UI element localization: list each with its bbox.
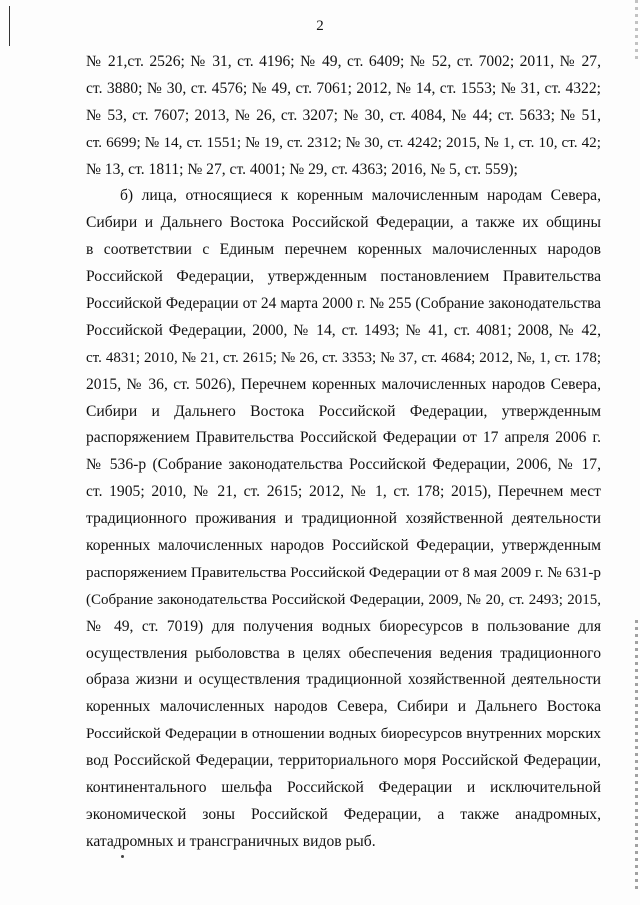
text-line: распоряжением Правительства Российской Федерации от 17 апреля 2006 г.	[86, 429, 601, 447]
text-line: Российской Федерации, утвержденным постановлением Правительства	[86, 268, 601, 286]
text-line: ст. 6699; № 14, ст. 1551; № 19, ст. 2312; № 30, ст. 4242; 2015, № 1, ст. 10, ст. 42;	[86, 133, 601, 151]
text-line: осуществления рыболовства в целях обеспечения ведения традиционного	[86, 644, 601, 662]
text-line: № 49, ст. 7019) для получения водных биоресурсов в пользование для	[86, 617, 601, 635]
text-line: № 21,ст. 2526; № 31, ст. 4196; № 49, ст. 6409; № 52, ст. 7002; 2011, № 27,	[86, 53, 601, 70]
text-line: в соответствии с Единым перечнем коренных малочисленных народов	[86, 241, 601, 259]
text-line: традиционного проживания и традиционной хозяйственной деятельности	[86, 510, 601, 528]
text-line: ст. 4831; 2010, № 21, ст. 2615; № 26, ст. 3353; № 37, ст. 4684; 2012, №, 1, ст. 178;	[86, 349, 601, 366]
scan-speck	[121, 855, 124, 858]
text-line: Сибири и Дальнего Востока Российской Федерации, утвержденным	[86, 402, 601, 420]
text-line: коренных малочисленных народов Российской Федерации, утвержденным	[86, 537, 601, 555]
text-line: ст. 1905; 2010, № 21, ст. 2615; 2012, № 1, ст. 178; 2015), Перечнем мест	[86, 483, 601, 501]
text-line: вод Российской Федерации, территориального моря Российской Федерации,	[86, 752, 601, 770]
text-line: Российской Федерации в отношении водных биоресурсов внутренних морских	[86, 725, 601, 743]
paragraph-b	[86, 183, 601, 855]
text-line: континентального шельфа Российской Федерации и исключительной	[86, 779, 601, 797]
text-line: распоряжением Правительства Российской Федерации от 8 мая 2009 г. № 631-р	[86, 563, 601, 581]
text-line: Российской Федерации, 2000, № 14, ст. 1493; № 41, ст. 4081; 2008, № 42,	[86, 321, 601, 339]
scan-edge-artifact	[635, 620, 638, 890]
paragraph-citations	[86, 49, 601, 183]
document-body	[86, 49, 601, 856]
text-line: Российской Федерации от 24 марта 2000 г. № 255 (Собрание законодательства	[86, 295, 601, 313]
text-line: коренных малочисленных народов Севера, Сибири и Дальнего Востока	[86, 698, 601, 716]
page-number: 2	[316, 18, 324, 34]
text-line: Сибири и Дальнего Востока Российской Федерации, а также их общины	[86, 214, 601, 232]
text-line: экономической зоны Российской Федерации, а также анадромных,	[86, 805, 601, 823]
text-line: № 13, ст. 1811; № 27, ст. 4001; № 29, ст. 4363; 2016, № 5, ст. 559);	[86, 160, 518, 178]
text-line: № 53, ст. 7607; 2013, № 26, ст. 3207; № 30, ст. 4084, № 44; ст. 5633; № 51,	[86, 106, 601, 124]
text-line: образа жизни и осуществления традиционной хозяйственной деятельности	[86, 671, 601, 689]
text-line: катадромных и трансграничных видов рыб.	[86, 832, 376, 850]
text-line: б) лица, относящиеся к коренным малочисленным народам Севера,	[120, 187, 601, 205]
text-line: (Собрание законодательства Российской Федерации, 2009, № 20, ст. 2493; 2015,	[86, 591, 601, 608]
text-line: 2015, № 36, ст. 5026), Перечнем коренных малочисленных народов Севера,	[86, 375, 601, 393]
text-line: № 536-р (Собрание законодательства Российской Федерации, 2006, № 17,	[86, 456, 601, 474]
text-line: ст. 3880; № 30, ст. 4576; № 49, ст. 7061; 2012, № 14, ст. 1553; № 31, ст. 4322;	[86, 79, 601, 97]
